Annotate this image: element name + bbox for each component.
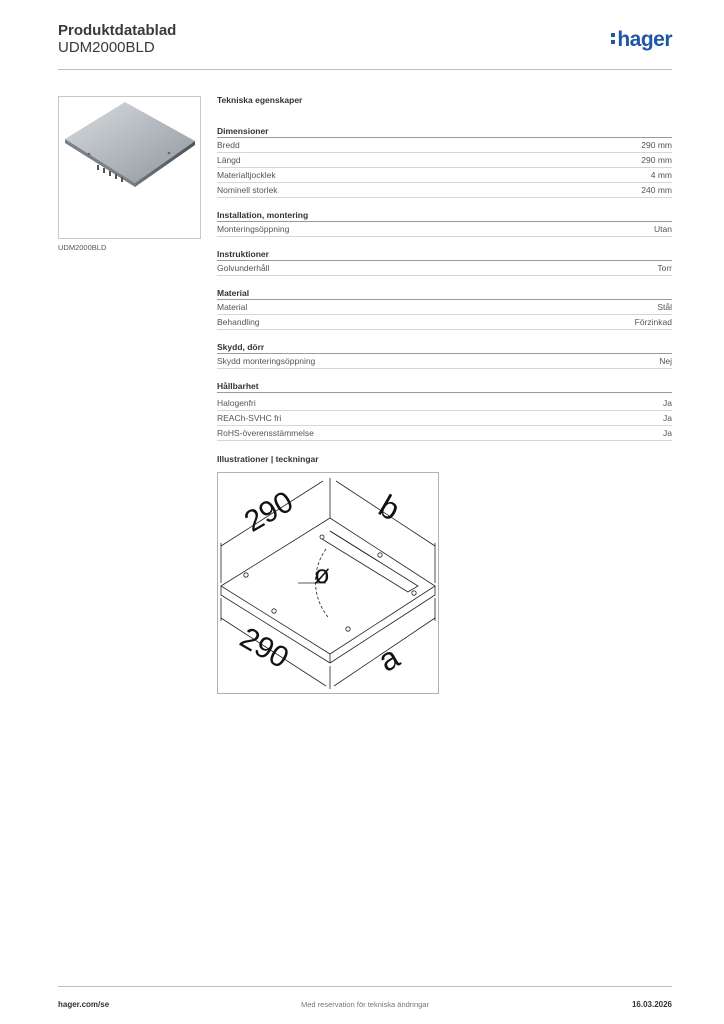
spec-row bbox=[217, 315, 672, 330]
spec-label: Behandling bbox=[217, 317, 260, 327]
spec-label: Bredd bbox=[217, 140, 240, 150]
spec-value: 290 mm bbox=[641, 155, 672, 165]
spec-row bbox=[217, 354, 672, 369]
spec-value: 290 mm bbox=[641, 140, 672, 150]
document-title: Produktdatablad bbox=[58, 22, 177, 39]
spec-row bbox=[217, 300, 672, 315]
spec-row bbox=[217, 396, 672, 411]
spec-row bbox=[217, 222, 672, 237]
spec-group-installation bbox=[217, 209, 672, 237]
spec-row bbox=[217, 153, 672, 168]
logo-dots-icon bbox=[611, 31, 615, 45]
spec-value: Förzinkad bbox=[634, 317, 672, 327]
spec-label: Monteringsöppning bbox=[217, 224, 290, 234]
spec-value: Ja bbox=[663, 398, 672, 408]
spec-value: Stål bbox=[657, 302, 672, 312]
product-code: UDM2000BLD bbox=[58, 39, 155, 56]
spec-row bbox=[217, 183, 672, 198]
dimension-label-diameter: ø bbox=[314, 559, 330, 589]
spec-group-title: Skydd, dörr bbox=[217, 341, 672, 354]
spec-label: REACh-SVHC fri bbox=[217, 413, 282, 423]
dimension-label-b: b bbox=[372, 487, 407, 528]
spec-group-sustainability bbox=[217, 380, 672, 441]
spec-group-instructions bbox=[217, 248, 672, 276]
spec-group-title: Hållbarhet bbox=[217, 380, 672, 393]
spec-label: Nominell storlek bbox=[217, 185, 278, 195]
spec-value: 4 mm bbox=[650, 170, 672, 180]
dimension-label-width: 290 bbox=[238, 485, 299, 539]
spec-label: Halogenfri bbox=[217, 398, 256, 408]
spec-label: Skydd monteringsöppning bbox=[217, 356, 316, 366]
spec-label: Längd bbox=[217, 155, 241, 165]
spec-group-material bbox=[217, 287, 672, 330]
spec-row bbox=[217, 138, 672, 153]
spec-group-title: Installation, montering bbox=[217, 209, 672, 222]
spec-group-title: Material bbox=[217, 287, 672, 300]
spec-group-title: Dimensioner bbox=[217, 125, 672, 138]
illustrations-title: Illustrationer | teckningar bbox=[217, 454, 319, 464]
spec-value: Utan bbox=[654, 224, 672, 234]
website-link[interactable]: hager.com/se bbox=[58, 1000, 110, 1009]
technical-drawing bbox=[218, 473, 438, 693]
spec-group-title: Instruktioner bbox=[217, 248, 672, 261]
disclaimer: Med reservation för tekniska ändringar bbox=[301, 1000, 429, 1009]
spec-row bbox=[217, 426, 672, 441]
page-header bbox=[58, 22, 672, 70]
specs-title: Tekniska egenskaper bbox=[217, 95, 303, 105]
spec-value: Torr bbox=[657, 263, 672, 273]
spec-group-dimensions bbox=[217, 125, 672, 198]
spec-row bbox=[217, 411, 672, 426]
spec-group-protection bbox=[217, 341, 672, 369]
hager-logo bbox=[611, 28, 672, 52]
product-image bbox=[58, 96, 201, 239]
print-date: 16.03.2026 bbox=[631, 1000, 672, 1009]
spec-label: Material bbox=[217, 302, 248, 312]
spec-row bbox=[217, 261, 672, 276]
logo-text: hager bbox=[617, 28, 672, 51]
spec-row bbox=[217, 168, 672, 183]
product-caption: UDM2000BLD bbox=[58, 243, 107, 252]
spec-label: Golvunderhåll bbox=[217, 263, 270, 273]
dimension-label-length: 290 bbox=[234, 621, 295, 676]
steel-plate-image bbox=[59, 97, 200, 238]
dimension-drawing bbox=[217, 472, 439, 694]
spec-value: Ja bbox=[663, 413, 672, 423]
spec-label: RoHS-överensstämmelse bbox=[217, 428, 314, 438]
page-footer bbox=[58, 986, 672, 1016]
spec-value: Ja bbox=[663, 428, 672, 438]
spec-label: Materialtjocklek bbox=[217, 170, 276, 180]
dimension-label-a: a bbox=[371, 638, 406, 679]
spec-value: Nej bbox=[659, 356, 672, 366]
technical-specs bbox=[217, 95, 672, 452]
spec-value: 240 mm bbox=[641, 185, 672, 195]
